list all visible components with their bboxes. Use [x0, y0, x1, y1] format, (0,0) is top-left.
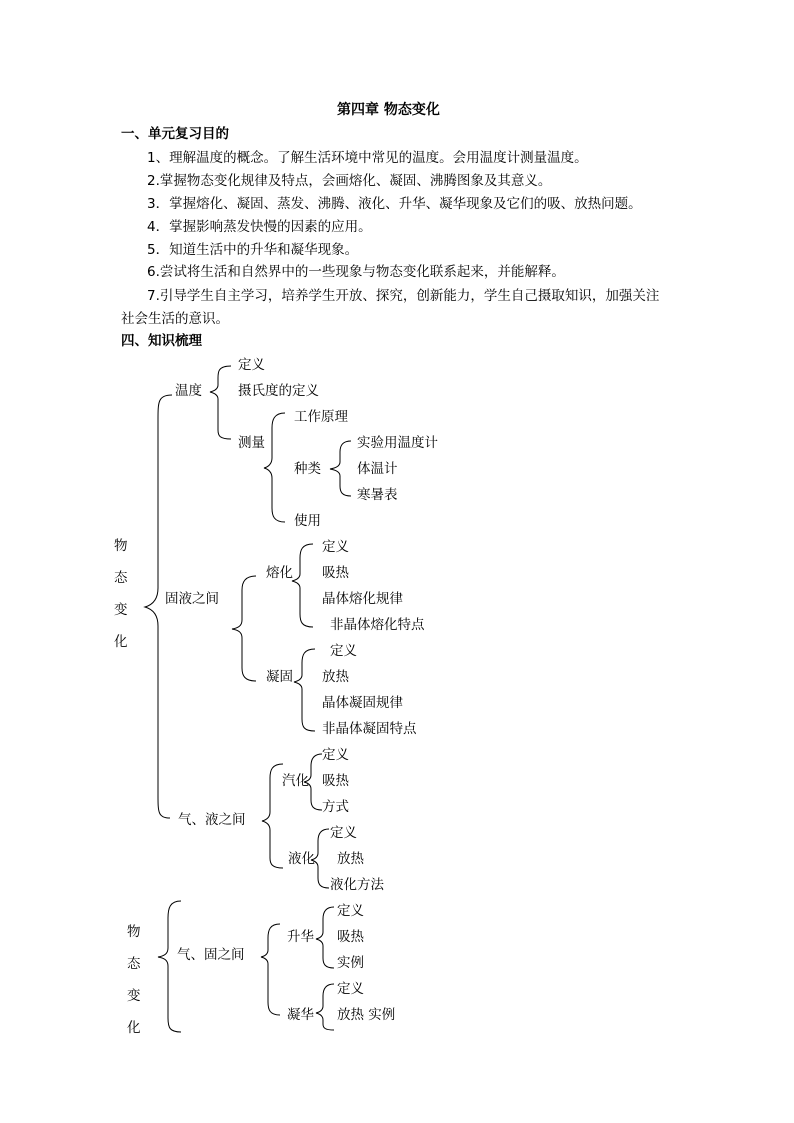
- goal-item-4: 4．掌握影响蒸发快慢的因素的应用。: [147, 219, 372, 235]
- node-solidifying: 凝固: [266, 669, 293, 685]
- node-solid-liquid: 固液之间: [165, 591, 219, 607]
- brace-types: [330, 441, 351, 496]
- melting-item-2: 吸热: [322, 565, 349, 581]
- chapter-title: 第四章 物态变化: [337, 102, 440, 118]
- goal-item-1: 1、理解温度的概念。了解生活环境中常见的温度。会用温度计测量温度。: [147, 150, 588, 166]
- node-clinical-thermometer: 体温计: [357, 461, 398, 477]
- tree1-root-char-4: 化: [114, 634, 128, 650]
- node-lab-thermometer: 实验用温度计: [357, 435, 438, 451]
- melting-item-3: 晶体熔化规律: [322, 591, 403, 607]
- solidifying-item-2: 放热: [322, 669, 349, 685]
- liquefaction-item-3: 液化方法: [330, 877, 384, 893]
- brace-temperature: [210, 366, 231, 439]
- section1-heading: 一、单元复习目的: [121, 126, 229, 142]
- tree2-root-char-1: 物: [127, 924, 141, 940]
- tree2-root-char-3: 变: [127, 988, 141, 1004]
- sublimation-item-1: 定义: [337, 903, 364, 919]
- solidifying-item-4: 非晶体凝固特点: [322, 721, 417, 737]
- tree1-root-char-2: 态: [114, 570, 128, 586]
- node-liquefaction: 液化: [288, 851, 315, 867]
- goal-item-2: 2.掌握物态变化规律及特点，会画熔化、凝固、沸腾图象及其意义。: [147, 173, 552, 189]
- brace-gas-liquid: [262, 764, 283, 868]
- node-deposition: 凝华: [287, 1007, 314, 1023]
- liquefaction-item-1: 定义: [330, 825, 357, 841]
- goal-item-7: 7.引导学生自主学习，培养学生开放、探究，创新能力，学生自己摄取知识，加强关注: [147, 288, 660, 304]
- melting-item-1: 定义: [322, 539, 349, 555]
- goal-item-5: 5．知道生活中的升华和凝华现象。: [147, 242, 359, 258]
- solidifying-item-3: 晶体凝固规律: [322, 695, 403, 711]
- brace-sublimation: [316, 907, 334, 968]
- goal-item-6: 6.尝试将生活和自然界中的一些现象与物态变化联系起来，并能解释。: [147, 264, 565, 280]
- node-measure: 测量: [238, 435, 265, 451]
- deposition-item-1: 定义: [337, 981, 364, 997]
- melting-item-4: 非晶体熔化特点: [330, 617, 425, 633]
- liquefaction-item-2: 放热: [337, 851, 364, 867]
- node-temperature-definition: 定义: [238, 357, 265, 373]
- node-celsius-definition: 摄氏度的定义: [238, 383, 319, 399]
- section4-heading: 四、知识梳理: [121, 333, 202, 349]
- vaporization-item-2: 吸热: [322, 773, 349, 789]
- brace-melting: [292, 544, 313, 627]
- goal-item-7-cont: 社会生活的意识。: [121, 311, 229, 327]
- vaporization-item-3: 方式: [322, 799, 349, 815]
- brace-deposition: [316, 984, 334, 1030]
- brace-solid-liquid: [232, 576, 256, 681]
- node-temperature: 温度: [175, 383, 202, 399]
- node-working-principle: 工作原理: [294, 409, 348, 425]
- node-gas-liquid: 气、液之间: [178, 812, 246, 828]
- deposition-item-2: 放热 实例: [337, 1007, 396, 1023]
- solidifying-item-1: 定义: [330, 643, 357, 659]
- goal-item-3: 3．掌握熔化、凝固、蒸发、沸腾、液化、升华、凝华现象及它们的吸、放热问题。: [147, 196, 642, 212]
- brace-solidifying: [294, 649, 315, 731]
- brace-measure: [264, 413, 285, 522]
- node-types: 种类: [294, 461, 321, 477]
- node-vaporization: 汽化: [282, 773, 309, 789]
- node-gas-solid: 气、固之间: [177, 947, 245, 963]
- tree2-root-char-2: 态: [127, 956, 141, 972]
- tree1-root-char-3: 变: [114, 602, 128, 618]
- node-sublimation: 升华: [287, 929, 314, 945]
- brace-gas-solid: [261, 924, 280, 1015]
- sublimation-item-3: 实例: [337, 955, 364, 971]
- tree2-root-char-4: 化: [127, 1020, 141, 1036]
- brace-main-2: [158, 901, 181, 1032]
- tree1-root-char-1: 物: [114, 538, 128, 554]
- node-usage: 使用: [294, 513, 321, 529]
- node-weather-thermometer: 寒暑表: [357, 487, 398, 503]
- node-melting: 熔化: [266, 565, 293, 581]
- sublimation-item-2: 吸热: [337, 929, 364, 945]
- vaporization-item-1: 定义: [322, 747, 349, 763]
